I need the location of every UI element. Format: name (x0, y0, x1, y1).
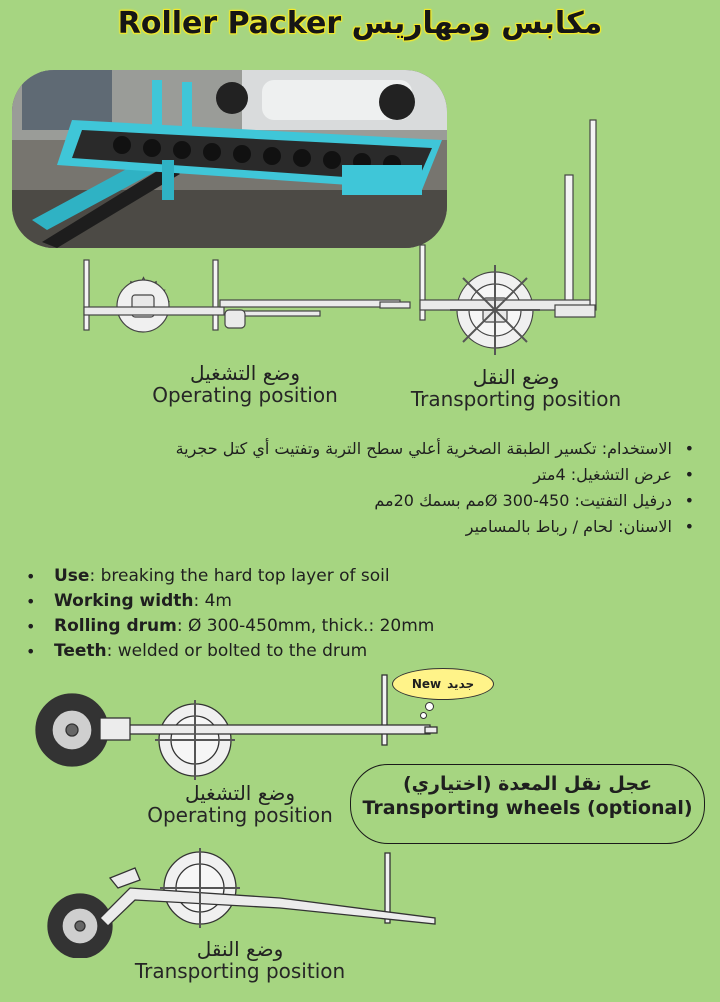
arabic-spec-item (20, 436, 700, 462)
operating-position-diagram-top (80, 255, 420, 355)
spec-label: درفيل التفتيت (579, 491, 672, 510)
bottom-transporting-ar: وضع النقل (196, 937, 284, 961)
spec-label: الاسنان (623, 517, 672, 536)
spec-text: : تكسير الطبقة الصخرية أعلي سطح التربة وتفتيت أي كتل حجرية (175, 439, 608, 458)
top-operating-caption (145, 362, 345, 406)
english-spec-item (22, 564, 522, 589)
top-operating-en: Operating position (152, 383, 338, 407)
english-spec-list (22, 564, 522, 664)
bottom-operating-ar: وضع التشغيل (185, 781, 295, 805)
spec-text: : welded or bolted to the drum (106, 641, 368, 661)
arabic-spec-list (20, 436, 700, 540)
spec-text: : 4متر (533, 465, 577, 484)
english-spec-item (22, 639, 522, 664)
top-transporting-caption (400, 366, 632, 410)
spec-text: : 4m (193, 591, 232, 611)
transporting-position-diagram-top (415, 115, 615, 355)
spec-label: Teeth (54, 641, 107, 661)
english-spec-item (22, 614, 522, 639)
top-transporting-en: Transporting position (410, 387, 622, 411)
spec-text: : breaking the hard top layer of soil (89, 566, 390, 586)
spec-label: الاستخدام (607, 439, 672, 458)
bottom-transporting-caption (120, 938, 360, 982)
arabic-spec-item (20, 488, 700, 514)
english-spec-item (22, 589, 522, 614)
arabic-spec-item (20, 514, 700, 540)
spec-label: عرض التشغيل (576, 465, 672, 484)
bottom-operating-en: Operating position (147, 803, 333, 827)
new-badge-ar: جديد (447, 677, 475, 691)
optional-wheels-box (350, 764, 705, 844)
bottom-operating-caption (140, 782, 340, 826)
new-badge-en: New (411, 677, 442, 691)
spec-text: : Ø 300-450مم بسمك 20مم (374, 491, 580, 510)
arabic-spec-item (20, 462, 700, 488)
spec-text: : Ø 300-450mm, thick.: 20mm (176, 616, 435, 636)
top-transporting-ar: وضع النقل (472, 365, 560, 389)
optional-wheels-en: Transporting wheels (optional) (362, 797, 693, 819)
machine-photo (12, 70, 447, 248)
top-operating-ar: وضع التشغيل (190, 361, 300, 385)
spec-label: Use (54, 566, 90, 586)
spec-label: Working width (54, 591, 194, 611)
optional-wheels-ar: عجل نقل المعدة (اختياري) (402, 773, 653, 795)
spec-text: : لحام / رباط بالمسامير (465, 517, 624, 536)
bottom-transporting-en: Transporting position (134, 959, 346, 983)
spec-label: Rolling drum (54, 616, 177, 636)
machine-photo-illustration (12, 70, 447, 248)
page-title: Roller Packer مكابس ومهاريس (117, 6, 603, 41)
